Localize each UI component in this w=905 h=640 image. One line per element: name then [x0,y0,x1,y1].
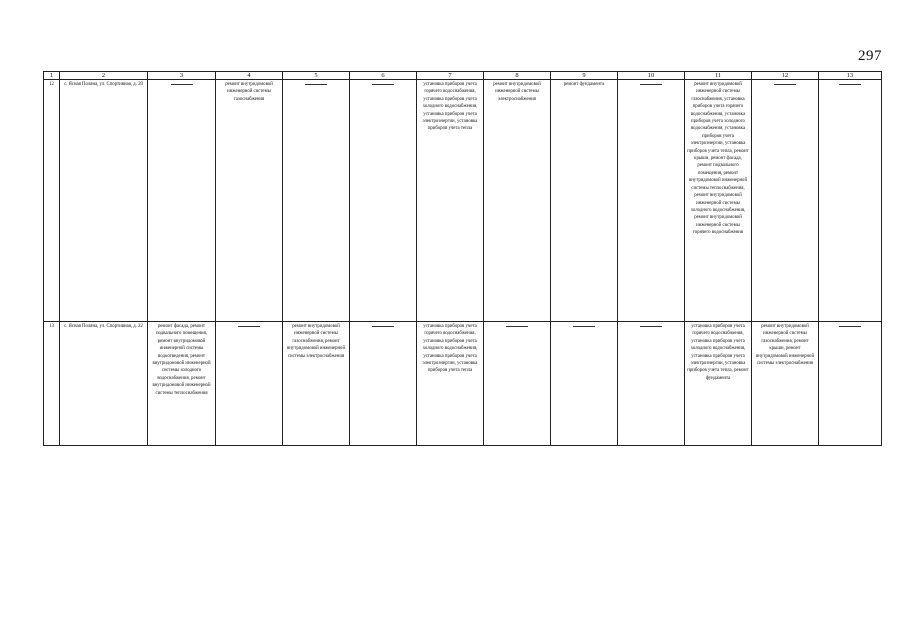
page-number: 297 [858,48,882,64]
column-header: 4 [216,72,283,80]
empty-dash [372,326,394,327]
table-cell: ремонт внутридомовой инженерной системы газоснабжения [216,80,283,322]
table-cell [618,80,685,322]
empty-dash [640,84,662,85]
empty-dash [839,326,861,327]
column-header: 13 [819,72,882,80]
empty-dash [305,84,327,85]
table-cell [819,80,882,322]
empty-dash [506,326,528,327]
column-header: 2 [60,72,148,80]
table-cell [350,80,417,322]
table-cell [216,322,283,446]
column-header: 7 [417,72,484,80]
empty-dash [372,84,394,85]
empty-dash [774,84,796,85]
table-cell: ремонт внутридомовой инженерной системы газоснабжения, ремонт крыши, ремонт внутридомовой инженерной системы электроснабжения [752,322,819,446]
table-cell: ремонт фундамента [551,80,618,322]
table-cell: установка приборов учета горячего водоснабжения, установка приборов учета холодного водоснабжения, установка приборов учета электроэнергии, установка приборов учета тепла [417,322,484,446]
table-row [44,322,882,446]
column-header: 3 [148,72,216,80]
column-header: 6 [350,72,417,80]
empty-dash [171,84,193,85]
column-header: 10 [618,72,685,80]
empty-dash [573,326,595,327]
column-header: 1 [44,72,60,80]
empty-dash [640,326,662,327]
address-cell: с. Ясная Поляна, ул. Спортивная, д. 20 [60,80,148,322]
table-cell [350,322,417,446]
table-cell: установка приборов учета горячего водоснабжения, установка приборов учета холодного водоснабжения, установка приборов учета электроэнергии, установка приборов учета тепла, ремонт фундамента [685,322,752,446]
table-cell: ремонт фасада, ремонт подвального помещения, ремонт внутридомовой инженерной системы водоотведения, ремонт внутридомовой инженерной системы холодного водоснабжения, ремонт внутридомовой инженерной системы теплоснабжения [148,322,216,446]
address-cell: с. Ясная Поляна, ул. Спортивная, д. 22 [60,322,148,446]
repair-schedule-table [43,71,882,446]
table-cell [484,322,551,446]
table-cell [819,322,882,446]
column-header: 5 [283,72,350,80]
table-cell [752,80,819,322]
column-header: 9 [551,72,618,80]
table-row [44,80,882,322]
table-cell [618,322,685,446]
table-cell: ремонт внутридомовой инженерной системы газоснабжения, установка приборов учета горячего водоснабжения, установка приборов учета холодного водоснабжения, установка приборов учета электроэнергии, установка приборов учета тепла, ремонт крыши, ремонт фасада, ремонт подвального помещения, ремонт внутридомовой инженерной системы теплоснабжения, ремонт внутридомовой инженерной системы холодного водоснабжения, ремонт внутридомовой инженерной системы горячего водоснабжения [685,80,752,322]
table-cell [148,80,216,322]
column-header: 8 [484,72,551,80]
column-header: 11 [685,72,752,80]
row-number: 12 [44,80,60,322]
table-cell: ремонт внутридомовой инженерной системы электроснабжения [484,80,551,322]
table-cell: ремонт внутридомовой инженерной системы газоснабжения, ремонт внутридомовой инженерной системы электроснабжения [283,322,350,446]
table-cell: установка приборов учета горячего водоснабжения, установка приборов учета холодного водоснабжения, установка приборов учета электроэнергии, установка приборов учета тепла [417,80,484,322]
header-row [44,72,882,80]
column-header: 12 [752,72,819,80]
empty-dash [238,326,260,327]
row-number: 13 [44,322,60,446]
table-cell [551,322,618,446]
empty-dash [839,84,861,85]
table-cell [283,80,350,322]
